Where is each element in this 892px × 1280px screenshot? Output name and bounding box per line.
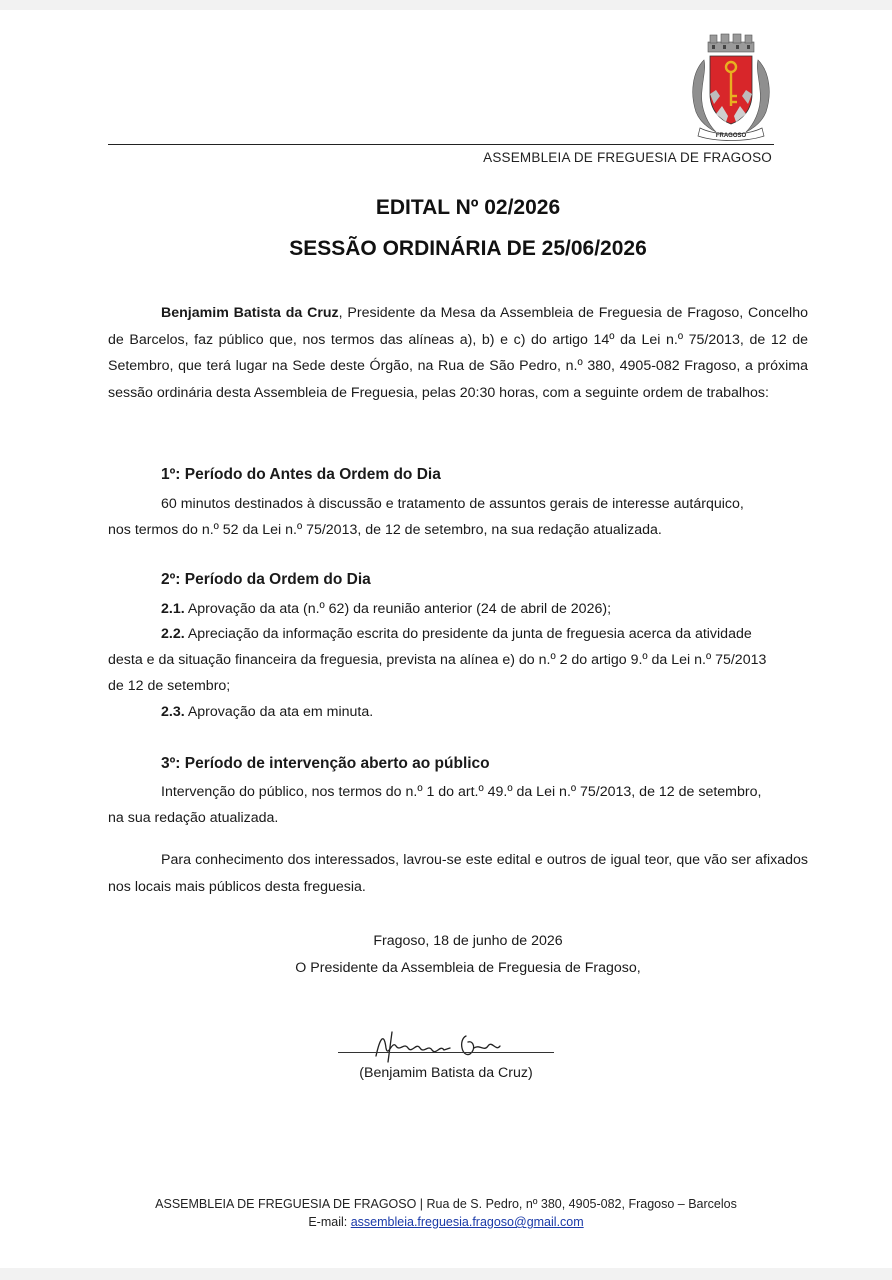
agenda-item-number: 2.1. <box>161 601 185 617</box>
signatory-name: (Benjamim Batista da Cruz) <box>359 1065 533 1081</box>
session-title: SESSÃO ORDINÁRIA DE 25/06/2026 <box>289 237 647 260</box>
section-3-body-line: Intervenção do público, nos termos do n.º 1 do art.º 49.º da Lei n.º 75/2013, de 12 de setembro, <box>161 784 762 800</box>
handwritten-signature-icon <box>370 1018 520 1068</box>
edital-title: EDITAL Nº 02/2026 <box>375 196 561 219</box>
agenda-item-text: Apreciação da informação escrita do presidente da junta de freguesia acerca da atividade <box>184 626 752 642</box>
agenda-item-number: 2.3. <box>161 704 185 720</box>
crest-banner-text: FRAGOSO <box>715 133 747 139</box>
header-divider <box>108 144 774 145</box>
header-organization: ASSEMBLEIA DE FREGUESIA DE FRAGOSO <box>483 150 772 165</box>
president-name: Benjamim Batista da Cruz <box>161 305 339 321</box>
intro-paragraph <box>108 300 808 406</box>
place-date: Fragoso, 18 de junho de 2026 <box>373 933 563 949</box>
agenda-item <box>161 702 373 722</box>
agenda-item <box>161 624 752 644</box>
signatory-role: O Presidente da Assembleia de Freguesia de Fragoso, <box>295 960 641 976</box>
section-3-body-line: na sua redação atualizada. <box>108 810 279 826</box>
agenda-item <box>161 599 611 619</box>
closing-paragraph <box>108 847 808 900</box>
section-1-heading: 1º: Período do Antes da Ordem do Dia <box>161 466 441 483</box>
intro-text: , Presidente da Mesa da Assembleia de Freguesia de Fragoso, Concelho de Barcelos, faz público que, nos termos das alíneas a), b) e c) do artigo 14º da Lei n.º 75/2013, de 12 de Setembro, que terá lugar na Sede deste Órgão, na Rua de São Pedro, n.º 380, 4905-082 Fragoso, a próxima sessão ordinária desta Assembleia de Freguesia, pelas 20:30 horas, com a seguinte ordem de trabalhos: <box>108 305 808 401</box>
fragoso-crest-icon <box>686 32 776 142</box>
closing-text: Para conhecimento dos interessados, lavrou-se este edital e outros de igual teor, que vão ser afixados nos locais mais públicos desta freguesia. <box>108 852 808 895</box>
section-1-body-line: 60 minutos destinados à discussão e tratamento de assuntos gerais de interesse autárquico, <box>161 496 744 512</box>
footer-email-line <box>108 1215 784 1229</box>
footer-address: ASSEMBLEIA DE FREGUESIA DE FRAGOSO | Rua de S. Pedro, nº 380, 4905-082, Fragoso – Barcelos <box>155 1197 737 1211</box>
signature-line <box>338 1052 554 1053</box>
agenda-item-text: Aprovação da ata em minuta. <box>184 704 374 720</box>
agenda-item-continuation: desta e da situação financeira da freguesia, prevista na alínea e) do n.º 2 do artigo 9.º da Lei n.º 75/2013 <box>108 652 767 668</box>
footer-email-label: E-mail: <box>308 1215 351 1229</box>
agenda-item-continuation: de 12 de setembro; <box>108 678 231 694</box>
footer-email-link[interactable]: assembleia.freguesia.fragoso@gmail.com <box>350 1215 584 1229</box>
agenda-item-number: 2.2. <box>161 626 185 642</box>
section-3-heading: 3º: Período de intervenção aberto ao público <box>161 755 490 772</box>
section-1-body-line: nos termos do n.º 52 da Lei n.º 75/2013, de 12 de setembro, na sua redação atualizada. <box>108 522 662 538</box>
section-2-heading: 2º: Período da Ordem do Dia <box>161 571 371 588</box>
agenda-item-text: Aprovação da ata (n.º 62) da reunião anterior (24 de abril de 2026); <box>184 601 612 617</box>
document-page <box>0 10 892 1268</box>
